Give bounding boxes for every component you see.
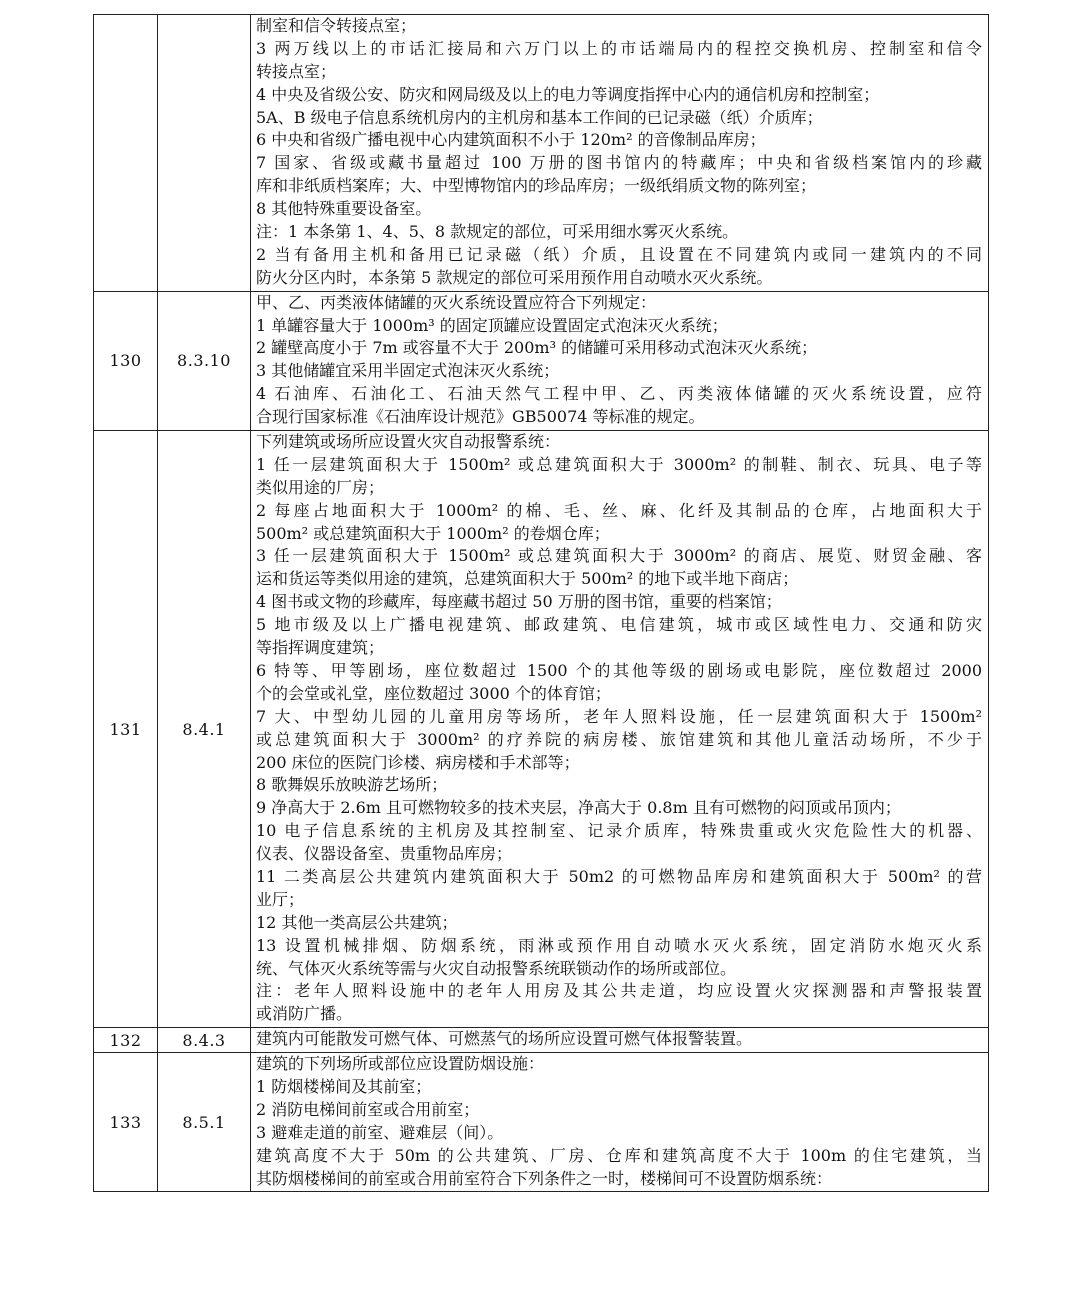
text-line: 8 其他特殊重要设备室。 bbox=[256, 199, 432, 219]
text-line: 5A、B 级电子信息系统机房内的主机房和基本工作间的已记录磁（纸）介质库； bbox=[256, 107, 823, 127]
text-line: 统、气体灭火系统等需与火灾自动报警系统联锁动作的场所或部位。 bbox=[256, 958, 737, 978]
text-line: 3 任一层建筑面积大于 1500m² 或总建筑面积大于 3000m² 的商店、展览、财贸金融、客 bbox=[256, 546, 982, 566]
text-line: 8 歌舞娱乐放映游艺场所； bbox=[256, 775, 448, 795]
text-line: 运和货运等类似用途的建筑，总建筑面积大于 500m² 的地下或半地下商店； bbox=[256, 569, 799, 589]
text-line: 仪表、仪器设备室、贵重物品库房； bbox=[256, 844, 513, 864]
text-line: 2 当有备用主机和备用已记录磁（纸）介质，且设置在不同建筑内或同一建筑内的不同 bbox=[256, 244, 982, 264]
text-line: 13 设置机械排烟、防烟系统，雨淋或预作用自动喷水灭火系统，固定消防水炮灭火系 bbox=[256, 935, 982, 955]
item-number: 130 bbox=[94, 291, 158, 430]
text-line: 4 图书或文物的珍藏库，每座藏书超过 50 万册的图书馆，重要的档案馆； bbox=[256, 592, 782, 612]
clause-number: 8.4.1 bbox=[158, 431, 251, 1028]
table-row bbox=[94, 431, 989, 1028]
text-line: 下列建筑或场所应设置火灾自动报警系统： bbox=[256, 432, 561, 452]
text-line: 制室和信令转接点室； bbox=[256, 16, 417, 35]
clause-number bbox=[158, 15, 251, 292]
item-number: 133 bbox=[94, 1053, 158, 1192]
text-line: 4 石油库、石油化工、石油天然气工程中甲、乙、丙类液体储罐的灭火系统设置，应符 bbox=[256, 384, 982, 404]
text-line: 1 防烟楼梯间及其前室； bbox=[256, 1076, 432, 1096]
clause-number: 8.4.3 bbox=[158, 1028, 251, 1053]
text-line: 合现行国家标准《石油库设计规范》GB50074 等标准的规定。 bbox=[256, 407, 705, 427]
text-line: 防火分区内时，本条第 5 款规定的部位可采用预作用自动喷水灭火系统。 bbox=[256, 267, 773, 287]
text-line: 建筑高度不大于 50m 的公共建筑、厂房、仓库和建筑高度不大于 100m 的住宅建筑，当 bbox=[256, 1145, 982, 1165]
table-row bbox=[94, 1028, 989, 1053]
text-line: 3 避难走道的前室、避难层（间）。 bbox=[256, 1122, 504, 1142]
clause-number: 8.5.1 bbox=[158, 1053, 251, 1192]
text-line: 注：老年人照料设施中的老年人用房及其公共走道，均应设置火灾探测器和声警报装置 bbox=[256, 981, 982, 1001]
item-number: 132 bbox=[94, 1028, 158, 1053]
table-row bbox=[94, 291, 989, 430]
text-line: 或总建筑面积大于 3000m² 的疗养院的病房楼、旅馆建筑和其他儿童活动场所，不少于 bbox=[256, 729, 982, 749]
text-line: 等指挥调度建筑； bbox=[256, 638, 385, 658]
text-line: 业厅； bbox=[256, 889, 305, 909]
text-line: 7 国家、省级或藏书量超过 100 万册的图书馆内的特藏库；中央和省级档案馆内的珍藏 bbox=[256, 153, 982, 173]
text-line: 200 床位的医院门诊楼、病房楼和手术部等； bbox=[256, 752, 580, 772]
text-line: 2 消防电梯间前室或合用前室； bbox=[256, 1099, 480, 1119]
text-line: 2 罐壁高度小于 7m 或容量不大于 200m³ 的储罐可采用移动式泡沫灭火系统； bbox=[256, 338, 818, 358]
text-line: 7 大、中型幼儿园的儿童用房等场所，老年人照料设施，任一层建筑面积大于 1500m² bbox=[256, 706, 982, 726]
provision-text bbox=[251, 1028, 989, 1053]
text-line: 其防烟楼梯间的前室或合用前室符合下列条件之一时，楼梯间可不设置防烟系统： bbox=[256, 1168, 833, 1188]
item-number bbox=[94, 15, 158, 292]
text-line: 个的会堂或礼堂，座位数超过 3000 个的体育馆； bbox=[256, 683, 611, 703]
text-line: 1 单罐容量大于 1000m³ 的固定顶罐应设置固定式泡沫灭火系统； bbox=[256, 315, 728, 335]
text-line: 类似用途的厂房； bbox=[256, 477, 385, 497]
text-line: 10 电子信息系统的主机房及其控制室、记录介质库，特殊贵重或火灾危险性大的机器、 bbox=[256, 821, 982, 841]
text-line: 甲、乙、丙类液体储罐的灭火系统设置应符合下列规定： bbox=[256, 292, 657, 312]
text-line: 转接点室； bbox=[256, 61, 337, 81]
text-line: 建筑内可能散发可燃气体、可燃蒸气的场所应设置可燃气体报警装置。 bbox=[256, 1029, 753, 1049]
text-line: 9 净高大于 2.6m 且可燃物较多的技术夹层，净高大于 0.8m 且有可燃物的闷顶或吊顶内； bbox=[256, 798, 901, 818]
provision-text bbox=[251, 15, 989, 292]
text-line: 4 中央及省级公安、防灾和网局级及以上的电力等调度指挥中心内的通信机房和控制室； bbox=[256, 84, 880, 104]
table-row bbox=[94, 1053, 989, 1192]
provision-text bbox=[251, 1053, 989, 1192]
provision-text bbox=[251, 291, 989, 430]
regulation-table bbox=[93, 14, 989, 1192]
text-line: 3 其他储罐宜采用半固定式泡沫灭火系统； bbox=[256, 361, 560, 381]
clause-number: 8.3.10 bbox=[158, 291, 251, 430]
text-line: 6 中央和省级广播电视中心内建筑面积不小于 120m² 的音像制品库房； bbox=[256, 130, 766, 150]
text-line: 11 二类高层公共建筑内建筑面积大于 50m2 的可燃物品库房和建筑面积大于 500m² 的营 bbox=[256, 866, 982, 886]
text-line: 5 地市级及以上广播电视建筑、邮政建筑、电信建筑，城市或区域性电力、交通和防灾 bbox=[256, 615, 982, 635]
text-line: 6 特等、甲等剧场，座位数超过 1500 个的其他等级的剧场或电影院，座位数超过 2000 bbox=[256, 660, 982, 680]
text-line: 3 两万线以上的市话汇接局和六万门以上的市话端局内的程控交换机房、控制室和信令 bbox=[256, 38, 982, 58]
text-line: 1 任一层建筑面积大于 1500m² 或总建筑面积大于 3000m² 的制鞋、制衣、玩具、电子等 bbox=[256, 454, 982, 474]
provision-text bbox=[251, 431, 989, 1028]
item-number: 131 bbox=[94, 431, 158, 1028]
text-line: 库和非纸质档案库；大、中型博物馆内的珍品库房；一级纸绢质文物的陈列室； bbox=[256, 176, 817, 196]
text-line: 500m² 或总建筑面积大于 1000m² 的卷烟仓库； bbox=[256, 523, 610, 543]
text-line: 12 其他一类高层公共建筑； bbox=[256, 912, 458, 932]
text-line: 或消防广播。 bbox=[256, 1004, 353, 1024]
text-line: 注：1 本条第 1、4、5、8 款规定的部位，可采用细水雾灭火系统。 bbox=[256, 222, 739, 242]
text-line: 建筑的下列场所或部位应设置防烟设施： bbox=[256, 1054, 545, 1074]
table-row bbox=[94, 15, 989, 292]
text-line: 2 每座占地面积大于 1000m² 的棉、毛、丝、麻、化纤及其制品的仓库，占地面积大于 bbox=[256, 500, 982, 520]
